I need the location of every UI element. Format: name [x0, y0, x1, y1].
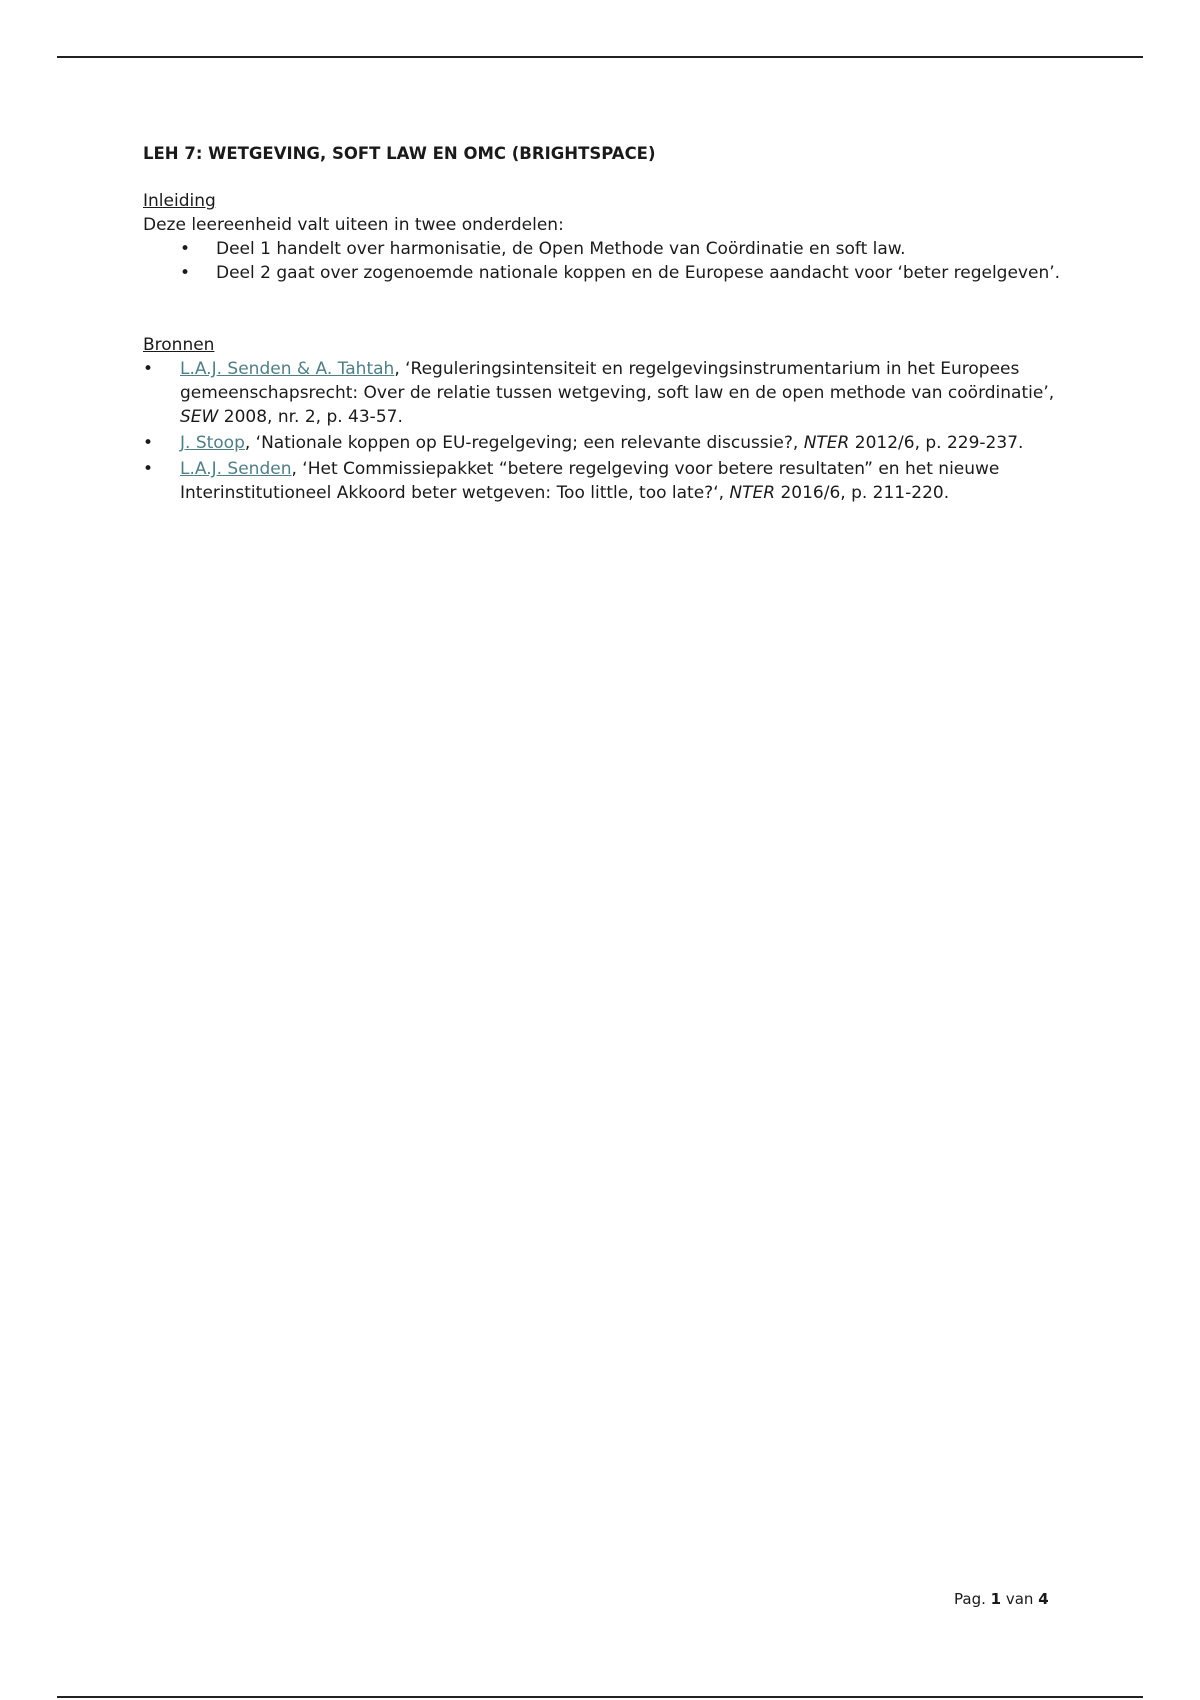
header-rule [57, 56, 1143, 58]
intro-list-item: • Deel 1 handelt over harmonisatie, de Open Methode van Coördinatie en soft law. [216, 237, 1083, 261]
source-journal: NTER [729, 483, 776, 503]
page-number-middle: van [1005, 1590, 1034, 1608]
source-title: , ‘Reguleringsintensiteit en regelgevingsinstrumentarium in het Europees gemeenschapsrecht: Over de relatie tussen wetgeving, soft law en de open methode van coördinatie’, [180, 359, 1055, 403]
page-number-current: 1 [990, 1590, 1002, 1608]
source-reference: 2012/6, p. 229-237. [849, 433, 1024, 453]
source-journal: NTER [803, 433, 850, 453]
source-title: , ‘Nationale koppen op EU-regelgeving; een relevante discussie?, [244, 433, 804, 453]
source-reference: 2016/6, p. 211-220. [775, 483, 950, 503]
source-item [180, 357, 1083, 429]
intro-list [143, 237, 1083, 285]
source-journal: SEW [180, 407, 219, 427]
source-author-link[interactable]: L.A.J. Senden [180, 459, 292, 479]
intro-text: Deze leereenheid valt uiteen in twee onderdelen: [143, 215, 564, 235]
sources-heading: Bronnen [143, 335, 215, 355]
source-item [180, 457, 1083, 505]
source-author-link[interactable]: J. Stoop [180, 433, 245, 453]
document-body [143, 142, 1083, 507]
page-number-total: 4 [1038, 1590, 1049, 1608]
source-title: , ‘Het Commissiepakket “betere regelgeving voor betere resultaten” en het nieuwe Interinstitutioneel Akkoord beter wetgeven: Too little, too late?‘, [180, 459, 1000, 503]
page-number [954, 1588, 1049, 1610]
source-item [180, 431, 1083, 455]
sources-list [143, 357, 1083, 505]
page-number-prefix: Pag. [954, 1590, 986, 1608]
source-reference: 2008, nr. 2, p. 43-57. [218, 407, 403, 427]
footer-rule [57, 1696, 1143, 1698]
source-author-link[interactable]: L.A.J. Senden & A. Tahtah [180, 359, 395, 379]
intro-list-item: • Deel 2 gaat over zogenoemde nationale koppen en de Europese aandacht voor ‘beter regelgeven’. [216, 261, 1083, 285]
intro-heading: Inleiding [143, 191, 216, 211]
page-title: LEH 7: WETGEVING, SOFT LAW EN OMC (BRIGHTSPACE) [143, 144, 656, 163]
